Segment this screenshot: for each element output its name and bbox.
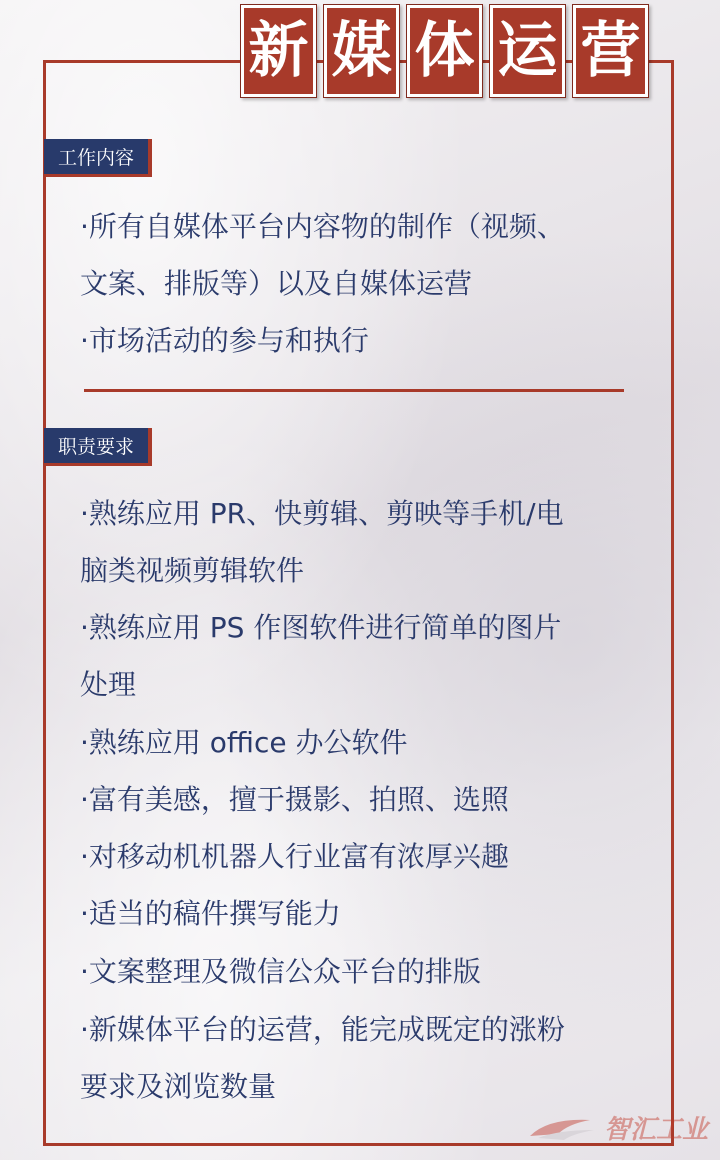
section-label-duty: 职责要求 [44, 428, 152, 466]
title-char: 运 [489, 4, 566, 98]
duty-line: ·对移动机机器人行业富有浓厚兴趣 [80, 840, 509, 873]
title-char: 营 [572, 4, 649, 98]
page-title [240, 4, 649, 98]
watermark [528, 1109, 708, 1146]
duty-line: 要求及浏览数量 [80, 1070, 277, 1103]
work-line: ·市场活动的参与和执行 [80, 324, 369, 357]
duty-line: ·适当的稿件撰写能力 [80, 897, 341, 930]
title-char: 新 [240, 4, 317, 98]
duty-line: ·新媒体平台的运营，能完成既定的涨粉 [80, 1013, 565, 1046]
duty-line: ·熟练应用 PR、快剪辑、剪映等手机/电 [80, 497, 564, 530]
duty-line: ·文案整理及微信公众平台的排版 [80, 955, 481, 988]
duty-line: ·富有美感，擅于摄影、拍照、选照 [80, 783, 509, 816]
title-char: 媒 [323, 4, 400, 98]
section-divider [84, 389, 624, 392]
duty-line: 处理 [80, 668, 137, 701]
duty-line: ·熟练应用 PS 作图软件进行简单的图片 [80, 611, 562, 644]
watermark-text: 智汇工业 [603, 1115, 708, 1145]
duty-line: ·熟练应用 office 办公软件 [80, 726, 408, 759]
work-line: 文案、排版等）以及自媒体运营 [80, 267, 473, 300]
work-line: ·所有自媒体平台内容物的制作（视频、 [80, 210, 565, 243]
section-label-work: 工作内容 [44, 139, 152, 177]
duty-line: 脑类视频剪辑软件 [80, 554, 305, 587]
watermark-logo-icon [528, 1114, 598, 1142]
title-char: 体 [406, 4, 483, 98]
